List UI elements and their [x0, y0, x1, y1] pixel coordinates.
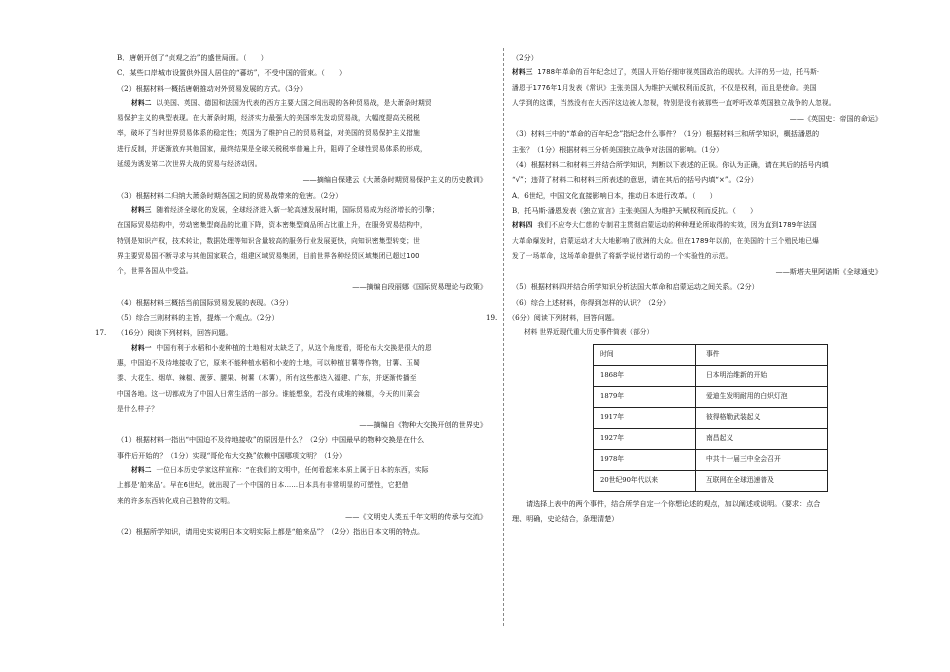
question-5: （5）综合三则材料的主旨，提炼一个观点。（2分）: [117, 313, 279, 323]
score-carryover: （2分）: [512, 53, 538, 62]
table-row: [594, 386, 828, 407]
material-2-source: ——摘编自保建云《大萧条时期贸易保护主义的历史教训》: [302, 175, 487, 185]
material-3: 材料三 随着经济全球化的发展，全球经济进入新一轮高速发展时期，国际贸易成为经济增长的引擎； 在国际贸易结构中，劳动密集型商品的比重下降，资本密集型商品所占比重上升，在服务贸易结构中， 特别是知识产权，技术转让，数据处理等知识含量较高的服务行业发展更快，向知识密集型转变；世 界主要贸易国不断寻求与其他国家联合，组建区域贸易集团，目前世界各种经贸区域集团已超过100 个，世界各国从中受益。 ——摘编自段丽娜《国际贸易理论与政策》: [117, 203, 493, 295]
table-header-row: [594, 344, 828, 365]
right-question-4a: （4）根据材料二和材料三并结合所学知识，判断以下表述的正误。你认为正确，请在其后的括号内填: [512, 160, 829, 170]
material-4: 材料四 我们不应夸大仁慈的专制君主贯彻启蒙运动的种种理论所取得的实效，因为直到1789年法国 大革命爆发时，启蒙运动才大大地影响了欧洲的大众。但在1789年以前，在美国的十三个殖民地已爆 发了一场革命，这场革命提供了将新学说付诸行动的一个实验性的示范。 ——斯塔夫里阿诺斯《全球通史》: [512, 218, 888, 279]
table-cell-year: 1927年: [594, 428, 696, 449]
table-header-event: 事件: [696, 344, 828, 365]
table-row: [594, 449, 828, 470]
q17-material-2: 材料二 一位日本历史学家这样宣称：“在我们的文明中，任何看起来本质上属于日本的东西，实际 上都是‘舶来品’。早在6世纪，就出现了一个中国的日本……日本具有非常明显的可塑性，它把借 来的许多东西转化成自己独特的文明。 ——《文明史人类五千年文明的传承与交流》: [117, 463, 493, 524]
right-question-3a: （3）材料三中的“革命的百年纪念”指纪念什么事件？（1分）根据材料三和所学知识，概括潘恩的: [512, 129, 820, 139]
question-4: （4）根据材料三概括当前国际贸易发展的表现。（3分）: [117, 297, 293, 307]
table-cell-event: 互联网在全球迅速普及: [696, 470, 828, 491]
left-column: [95, 50, 493, 540]
material-2-label: 材料二: [131, 98, 152, 107]
table-cell-event: 彼得格勒武装起义: [696, 407, 828, 428]
table-row: [594, 407, 828, 428]
table-row: [594, 470, 828, 491]
question-19-prompt-b: 理、明确，史论结合，条理清楚）: [512, 513, 619, 523]
q17-material-2-source: ——《文明史人类五千年文明的传承与交流》: [345, 511, 487, 521]
table-header-time: 时间: [594, 344, 696, 365]
material-3-label: 材料三: [131, 205, 152, 214]
judge-option-a: A．6世纪，中国文化直接影响日本，推动日本进行改革。（ ）: [512, 190, 717, 200]
table-row: [594, 365, 828, 386]
table-title: 材料 世界近现代重大历史事件简表（部分）: [524, 328, 654, 337]
right-column: [486, 50, 888, 526]
right-question-3b: 主张？（1分）根据材料三分析美国独立战争对法国的影响。（1分）: [512, 144, 724, 154]
q17-question-1a: （1）根据材料一指出“中国迫不及待地接收”的原因是什么？（2分）中国最早的物种交换是在什么: [117, 435, 425, 445]
table-cell-year: 1978年: [594, 449, 696, 470]
option-c: C．某些口岸城市设置供外国人居住的“蕃坊”，不受中国的管束。（ ）: [117, 68, 347, 78]
table-cell-event: 日本明治维新的开始: [696, 365, 828, 386]
question-19-title: 19. （6分）阅读下列材料，回答问题。: [508, 310, 888, 325]
right-question-4b: “√”；违背了材料二和材料三所表述的意思，请在其后的括号内填“×”。（2分）: [512, 175, 758, 185]
question-3: （3）根据材料二归纳大萧条时期各国之间的贸易战带来的危害。（2分）: [117, 190, 343, 200]
q17-material-1: 材料一 中国有利于水稻和小麦种植的土地相对太缺乏了，从这个角度看，哥伦布大交换是很大的恩 惠，中国迫不及待地接收了它，原来不能种植水稻和小麦的土地，可以种植甘薯等作物，甘薯、玉蜀 黍、大花生、烟草、辣椒、菠萝、腰果、树薯（木薯），所有这些都迭入福建、广东，并逐渐传播至 中国各地。这一切都成为了中国人日常生活的一部分。谁能想象，若没有成堆的辣椒，今天的川菜会 是什么样子？ ——摘编自《物种大交换开创的世界史》: [117, 341, 493, 433]
q17-question-1b: 事件后开始的？（1分）实现“哥伦布大交换”依赖中国哪项文明？（1分）: [117, 450, 347, 460]
table-cell-year: 20世纪90年代以来: [594, 470, 696, 491]
table-cell-year: 1917年: [594, 407, 696, 428]
table-cell-year: 1879年: [594, 386, 696, 407]
table-cell-year: 1868年: [594, 365, 696, 386]
right-material-3: 材料三 1788年革命的百年纪念过了，英国人开始仔细审视英国政治的现状。大洋的另一边，托马斯· 潘恩于1776年1月发表《常识》主张美国人为维护天赋权利而反抗，不仅是权利，而且是使命。美国 人学到的这课，当然没有在大西洋这边被人忽视，特别是没有被那些一直呼吁改革英国独立战争的人忽视。 ——《英国史：帝国的命运》: [512, 65, 888, 126]
right-question-5: （5）根据材料四并结合所学知识分析法国大革命和启蒙运动之间关系。（2分）: [512, 282, 759, 292]
table-cell-event: 南昌起义: [696, 428, 828, 449]
question-19-prompt-a: 请选择上表中的两个事件，结合所学自定一个你想论述的观点，加以阐述或说明。（要求：点合: [526, 498, 821, 508]
table-row: [594, 428, 828, 449]
question-19-number: 19.: [486, 313, 498, 323]
events-table: [593, 344, 828, 492]
table-cell-event: 爱迪生发明耐用的白炽灯泡: [696, 386, 828, 407]
question-17-title: 17. （16分）阅读下列材料，回答问题。: [117, 325, 493, 340]
material-2: 材料二 以美国、英国、德国和法国为代表的西方主要大国之间出现的各种贸易战，是大萧条时期贸 易保护主义的典型表现。在大萧条时期，经济实力最强大的美国率先发动贸易战，大幅度提高关税税 率，破坏了当时世界贸易体系的稳定性；英国为了维护自己的贸易利益，对美国的贸易保护主义措施 进行反制，并逐渐放弃其他国家，最终结果是全球关税税率普遍上升，阻碍了全球性贸易体系的形成， 延缓为诱发第二次世界大战的贸易与经济动因。 ——摘编自保建云《大萧条时期贸易保护主义的历史教训》: [117, 96, 493, 188]
material-3-source: ——摘编自段丽娜《国际贸易理论与政策》: [352, 282, 487, 292]
q17-material-1-source: ——摘编自《物种大交换开创的世界史》: [359, 420, 487, 430]
option-b: B．唐朝开创了“贞观之治”的盛世局面。（ ）: [117, 53, 268, 62]
question-17-number: 17.: [95, 328, 107, 338]
right-material-3-source: ——《英国史：帝国的命运》: [789, 114, 882, 124]
material-4-source: ——斯塔夫里阿诺斯《全球通史》: [775, 267, 882, 277]
right-question-6: （6）综合上述材料，你得到怎样的认识？（2分）: [512, 297, 670, 307]
table-cell-event: 中共十一届三中全会召开: [696, 449, 828, 470]
question-2: （2）根据材料一概括唐朝推动对外贸易发展的方式。（3分）: [117, 83, 307, 93]
q17-question-2: （2）根据所学知识，请用史实说明日本文明实际上都是“舶来品”？（2分）指出日本文明的特点。: [117, 527, 425, 537]
column-divider: [503, 48, 504, 626]
judge-option-b: B．托马斯·潘恩发表《独立宣言》主张美国人为维护天赋权利而反抗。（ ）: [512, 205, 758, 215]
